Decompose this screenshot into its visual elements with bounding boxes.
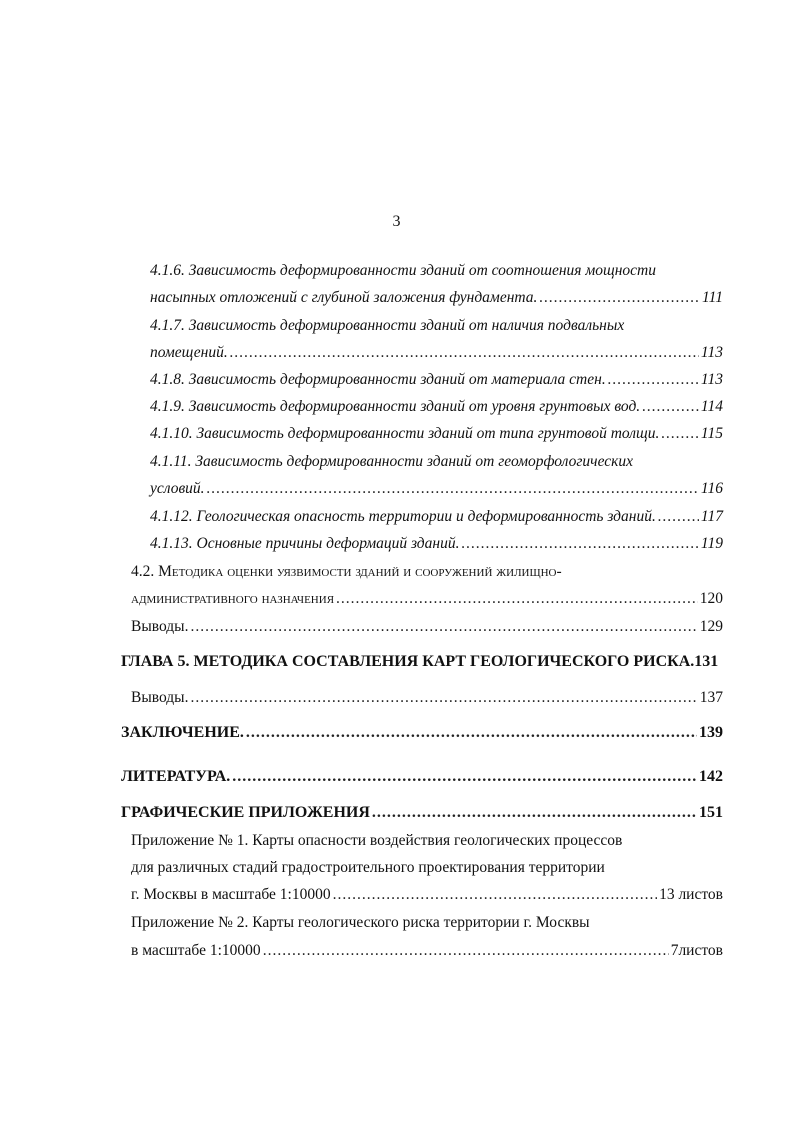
toc-entry-title: ГЛАВА 5. МЕТОДИКА СОСТАВЛЕНИЯ КАРТ ГЕОЛОГИЧЕСКОГО РИСКА. [121,653,695,670]
toc-entry-page: 129 [699,618,723,635]
toc-entry-title: 4.1.13. Основные причины деформаций зданий. [150,535,460,552]
toc-entry-4-1-6-line1: 4.1.6. Зависимость деформированности зданий от соотношения мощности [150,262,656,279]
toc-entry-4-1-8[interactable] [150,370,723,390]
toc-entry-title: насыпных отложений с глубиной заложения фундамента. [150,289,538,306]
toc-entry-conclusion[interactable] [121,723,723,743]
toc-entry-ch4-conclusions[interactable] [131,617,723,637]
toc-entry-sheets: 7листов [670,942,723,959]
dot-leader [658,507,699,527]
toc-entry-title: г. Москвы в масштабе 1:10000 [131,886,331,903]
toc-entry-title: 4.1.10. Зависимость деформированности зданий от типа грунтовой толщи. [150,425,660,442]
dot-leader [263,941,669,961]
toc-entry-page: 113 [700,371,723,388]
toc-entry-title: в масштабе 1:10000 [131,942,261,959]
toc-entry-page: 113 [700,344,723,361]
toc-entry-title: ГРАФИЧЕСКИЕ ПРИЛОЖЕНИЯ [121,804,370,821]
toc-entry-page: 120 [699,590,723,607]
toc-entry-title: ЗАКЛЮЧЕНИЕ. [121,724,244,741]
toc-entry-4-1-7-line1: 4.1.7. Зависимость деформированности зданий от наличия подвальных [150,317,625,334]
dot-leader [539,288,700,308]
toc-entry-chapter-5[interactable] [121,652,723,672]
toc-appendix-2-line1: Приложение № 2. Карты геологического риска территории г. Москвы [131,914,590,931]
toc-entry-title: Выводы. [131,689,189,706]
toc-entry-page: 151 [699,804,723,821]
toc-entry-4-1-12[interactable] [150,507,723,527]
dot-leader [232,767,697,787]
toc-entry-title: 4.1.12. Геологическая опасность территории и деформированность зданий. [150,508,656,525]
toc-entry-page: 115 [700,425,723,442]
toc-entry-page: 131 [694,653,719,670]
toc-entry-page: 117 [700,508,723,525]
dot-leader [333,885,657,905]
toc-entry-page: 116 [700,480,723,497]
page-number: 3 [392,213,401,230]
toc-entry-title: административного назначения [131,590,335,607]
dot-leader [642,397,699,417]
dot-leader [608,370,699,390]
dot-leader [461,534,698,554]
toc-appendix-1-line2: для различных стадий градостроительного проектирования территории [131,859,605,876]
dot-leader [207,479,699,499]
toc-appendix-1[interactable] [131,885,723,905]
toc-entry-page: 137 [699,689,723,706]
toc-entry-4-1-11-line1: 4.1.11. Зависимость деформированности зданий от геоморфологических [150,453,633,470]
toc-appendix-2[interactable] [131,941,723,961]
dot-leader [372,803,697,823]
toc-entry-page: 139 [699,724,723,741]
toc-entry-page: 111 [702,289,723,306]
toc-entry-title: помещений. [150,344,228,361]
toc-entry-ch5-conclusions[interactable] [131,688,723,708]
toc-entry-literature[interactable] [121,767,723,787]
toc-entry-sheets: 13 листов [659,886,723,903]
toc-entry-title: условий. [150,480,205,497]
dot-leader [336,589,698,609]
toc-entry-4-1-9[interactable] [150,397,723,417]
toc-entry-4-1-13[interactable] [150,534,723,554]
dot-leader [246,723,697,743]
toc-entry-4-1-7[interactable] [150,343,723,363]
dot-leader [230,343,699,363]
toc-entry-4-2[interactable] [131,589,723,609]
dot-leader [661,424,699,444]
toc-entry-title: 4.1.8. Зависимость деформированности зданий от материала стен. [150,371,606,388]
toc-appendix-1-line1: Приложение № 1. Карты опасности воздействия геологических процессов [131,832,623,849]
toc-entry-title: 4.1.9. Зависимость деформированности зданий от уровня грунтовых вод. [150,398,641,415]
toc-entry-4-1-10[interactable] [150,424,723,444]
toc-entry-title: Выводы. [131,618,189,635]
toc-entry-4-1-6[interactable] [150,288,723,308]
toc-entry-page: 114 [700,398,723,415]
toc-entry-4-1-11[interactable] [150,479,723,499]
toc-entry-title: ЛИТЕРАТУРА. [121,768,231,785]
toc-entry-page: 119 [700,535,723,552]
toc-entry-4-2-line1: 4.2. Методика оценки уязвимости зданий и сооружений жилищно- [131,563,562,580]
dot-leader [190,617,697,637]
toc-entry-graphic-appendices[interactable] [121,803,723,823]
toc-entry-page: 142 [699,768,723,785]
dot-leader [190,688,697,708]
